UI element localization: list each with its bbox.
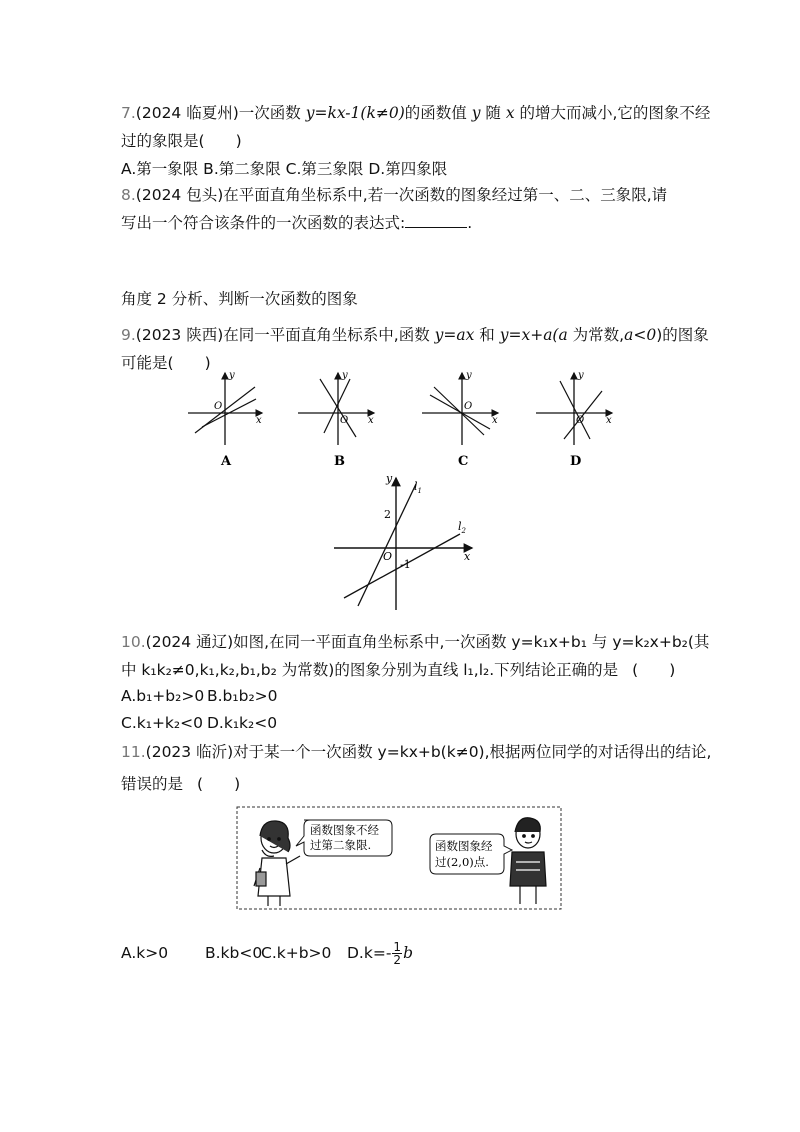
y-axis-label: y [578,370,584,381]
graph-b-label: B [334,454,345,469]
q9-line1 [121,325,709,345]
fraction-numerator: 1 [393,940,402,954]
x-axis-label: x [606,415,612,426]
q10-text2: 中 k₁k₂≠0,k₁,k₂,b₁,b₂ 为常数)的图象分别为直线 l₁,l₂.下列结论正确的是 [121,661,619,679]
x-axis-label: x [256,415,262,426]
origin-label: O [464,401,473,412]
q11-text: (2023 临沂)对于某一个一次函数 y=kx+b(k≠0),根据两位同学的对话得出的结论, [145,743,712,761]
q9-number: 9. [121,326,136,344]
q11-line1 [121,742,711,762]
dialogue-illustration [236,806,562,910]
q9-text4: 可能是 [121,354,168,372]
origin-label: O [576,415,585,426]
q8-text2: 写出一个符合该条件的一次函数的表达式: [121,214,406,232]
q10-option-a[interactable]: A.b₁+b₂>0 [121,687,205,705]
girl-figure [254,821,300,906]
q10-line1 [121,632,709,652]
q9-condition: a<0 [624,326,657,344]
l2-label: $l_2$ [458,520,466,535]
answer-paren: ( ) [632,661,676,679]
q9-formula2: y=x+a(a [499,326,568,344]
q7-var-y: y [471,104,481,122]
bubble-right-text-1: 函数图象经 [435,839,493,853]
q11-option-a[interactable]: A.k>0 [121,944,169,962]
graph-a-label: A [221,454,232,469]
q10-origin: O [383,550,393,563]
q7-text: 的函数值 [404,104,472,122]
bubble-left-text-1: 函数图象不经 [310,823,379,837]
x-axis-label: x [492,415,498,426]
l1-label: $l_1$ [414,480,422,495]
q8-number: 8. [121,186,136,204]
q8-end: . [467,214,473,232]
q8-text: (2024 包头)在平面直角坐标系中,若一次函数的图象经过第一、二、三象限,请 [135,186,668,204]
q7-line1 [121,103,710,123]
q7-text4: 过的象限是 [121,132,199,150]
y-axis-label: y [466,370,472,381]
q9-text2: 为常数, [567,326,625,344]
q10-options-row2 [121,713,277,733]
q10-number: 10. [121,633,146,651]
y-axis-label: y [229,370,235,381]
q7-number: 7. [121,104,136,122]
answer-paren: ( ) [198,132,242,150]
y-axis-label: y [342,370,348,381]
graph-d[interactable] [536,370,612,469]
q10-option-c[interactable]: C.k₁+k₂<0 [121,714,203,732]
bubble-left-text-2: 过第二象限. [310,838,372,852]
fraction-one-half [392,941,402,966]
q10-line2 [121,660,675,680]
x-axis-label: x [368,415,374,426]
q11-options [121,939,413,967]
q9-text3: )的图象 [656,326,709,344]
q11-option-d-pre: D.k=- [347,944,392,962]
q11-option-d-post: b [403,944,413,962]
q11-text2: 错误的是 [121,775,184,793]
bubble-right-text-2: 过(2,0)点. [435,855,489,869]
q7-var-x: x [505,104,515,122]
q10-option-b[interactable]: B.b₁b₂>0 [207,687,278,705]
q11-option-d[interactable] [347,939,413,967]
graph-a[interactable] [188,370,262,469]
tick-2-label: 2 [384,508,391,521]
answer-paren: ( ) [197,775,241,793]
q7-line2 [121,131,242,151]
q10-options-row1 [121,686,278,706]
answer-blank[interactable] [405,213,467,228]
speech-bubble-left [296,820,392,856]
q10-x-label: x [464,550,471,563]
q10-y-label: y [386,472,393,485]
q11-option-b[interactable]: B.kb<0 [205,944,263,962]
tick-neg1-label: -1 [400,558,411,571]
answer-paren: ( ) [167,354,211,372]
graph-c-label: C [458,454,469,469]
q9-and: 和 [474,326,500,344]
q9-formula1: y=ax [434,326,475,344]
q7-text3: 的增大而减小,它的图象不经 [514,104,711,122]
section-title: 角度 2 分析、判断一次函数的图象 [121,290,358,308]
speech-bubble-right [430,834,512,874]
q10-figure [330,472,480,614]
q11-option-c[interactable]: C.k+b>0 [261,944,332,962]
boy-figure [510,818,546,904]
q7-options: A.第一象限 B.第二象限 C.第三象限 D.第四象限 [121,160,448,178]
q8-line1 [121,185,667,205]
graph-b[interactable] [298,370,374,469]
q10-text: (2024 通辽)如图,在同一平面直角坐标系中,一次函数 y=k₁x+b₁ 与 y=k₂x+b₂(其 [145,633,710,651]
q8-line2 [121,213,472,233]
q10-option-d[interactable]: D.k₁k₂<0 [207,714,278,732]
q7-source: (2024 临夏州)一次函数 [135,104,306,122]
graph-d-label: D [570,454,582,469]
origin-label: O [214,401,223,412]
origin-label: O [340,415,349,426]
fraction-denominator: 2 [393,953,402,967]
graph-c[interactable] [422,370,498,469]
q7-text2: 随 [480,104,506,122]
q9-graphs [180,365,620,470]
q9-text: (2023 陕西)在同一平面直角坐标系中,函数 [135,326,435,344]
q11-line2 [121,774,240,794]
q11-number: 11. [121,743,146,761]
q7-formula: y=kx-1(k≠0) [305,104,405,122]
